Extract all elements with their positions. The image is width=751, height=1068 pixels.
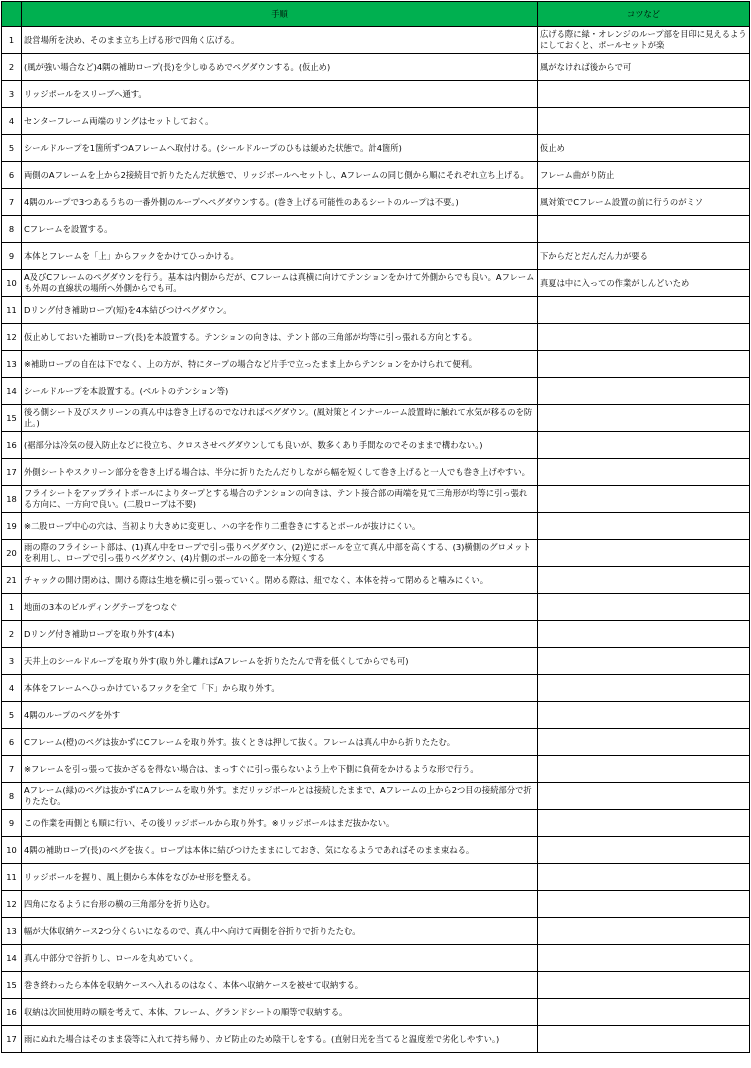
setup-row — [2, 405, 750, 432]
tip-text: 仮止め — [538, 135, 750, 162]
step-number: 6 — [2, 729, 22, 756]
header-no — [2, 2, 22, 27]
step-text: Dリング付き補助ロープを取り外す(4本) — [22, 621, 538, 648]
tip-text: 下からだとだんだん力が要る — [538, 243, 750, 270]
step-text: Cフレーム(橙)のペグは抜かずにCフレームを取り外す。抜くときは押して抜く。フレームは真ん中から折りたたむ。 — [22, 729, 538, 756]
tip-text — [538, 108, 750, 135]
step-number: 18 — [2, 486, 22, 513]
header-row — [2, 2, 750, 27]
step-number: 3 — [2, 648, 22, 675]
teardown-row — [2, 702, 750, 729]
step-number: 12 — [2, 891, 22, 918]
teardown-row — [2, 621, 750, 648]
step-number: 2 — [2, 54, 22, 81]
step-number: 4 — [2, 675, 22, 702]
setup-row — [2, 378, 750, 405]
tip-text — [538, 729, 750, 756]
tip-text — [538, 648, 750, 675]
step-text: 後ろ側シート及びスクリーンの真ん中は巻き上げるのでなければペグダウン。(風対策とインナールーム設置時に触れて水気が移るのを防止。) — [22, 405, 538, 432]
setup-row — [2, 432, 750, 459]
step-text: 巻き終わったら本体を収納ケースへ入れるのはなく、本体へ収納ケースを被せて収納する。 — [22, 972, 538, 999]
tip-text — [538, 378, 750, 405]
tip-text — [538, 567, 750, 594]
step-text: Cフレームを設置する。 — [22, 216, 538, 243]
tip-text — [538, 837, 750, 864]
step-number: 4 — [2, 108, 22, 135]
tip-text — [538, 891, 750, 918]
teardown-row — [2, 783, 750, 810]
setup-row — [2, 27, 750, 54]
tip-text — [538, 81, 750, 108]
setup-row — [2, 567, 750, 594]
step-number: 13 — [2, 351, 22, 378]
step-text: 4隅のループで3つあるうちの一番外側のループへペグダウンする。(巻き上げる可能性のあるシートのループは不要。) — [22, 189, 538, 216]
step-number: 14 — [2, 378, 22, 405]
step-text: ※二股ロープ中心の穴は、当初より大きめに変更し、ハの字を作り二重巻きにするとポールが抜けにくい。 — [22, 513, 538, 540]
step-text: フライシートをアップライトポールによりタープとする場合のテンションの向きは、テント接合部の両端を見て三角形が均等に引っ張れる方向に、一方向で良い。(二股ロープは不要) — [22, 486, 538, 513]
step-number: 5 — [2, 135, 22, 162]
teardown-row — [2, 810, 750, 837]
setup-row — [2, 270, 750, 297]
step-text: 雨の際のフライシート部は、(1)真ん中をロープで引っ張りペグダウン、(2)逆にポールを立て真ん中部を高くする、(3)横側のグロメットを利用し、ロープで引っ張りペグダウン、(4)片側のポールの節を一本分短くする — [22, 540, 538, 567]
step-number: 15 — [2, 972, 22, 999]
tip-text — [538, 540, 750, 567]
step-number: 14 — [2, 945, 22, 972]
tip-text — [538, 513, 750, 540]
tip-text — [538, 783, 750, 810]
step-text: 天井上のシールドループを取り外す(取り外し離ればAフレームを折りたたんで背を低くしてからでも可) — [22, 648, 538, 675]
step-text: (裾部分は冷気の侵入防止などに役立ち、クロスさせペグダウンしても良いが、数多くあり手間なのでそのままで構わない。) — [22, 432, 538, 459]
tip-text — [538, 486, 750, 513]
step-number: 1 — [2, 27, 22, 54]
step-number: 10 — [2, 837, 22, 864]
step-text: Aフレーム(緑)のペグは抜かずにAフレームを取り外す。まだリッジポールとは接続したままで、Aフレームの上から2つ目の接続部分で折りたたむ。 — [22, 783, 538, 810]
tip-text — [538, 702, 750, 729]
teardown-row — [2, 918, 750, 945]
step-number: 16 — [2, 432, 22, 459]
setup-row — [2, 243, 750, 270]
step-text: チャックの開け閉めは、開ける際は生地を横に引っ張っていく。閉める際は、紐でなく、本体を持って閉めると噛みにくい。 — [22, 567, 538, 594]
teardown-row — [2, 675, 750, 702]
tip-text: 広げる際に緑・オレンジのループ部を目印に見えるようにしておくと、ポールセットが楽 — [538, 27, 750, 54]
setup-row — [2, 108, 750, 135]
tip-text — [538, 432, 750, 459]
step-number: 8 — [2, 216, 22, 243]
step-text: Dリング付き補助ロープ(短)を4本結びつけペグダウン。 — [22, 297, 538, 324]
tip-text — [538, 216, 750, 243]
teardown-row — [2, 972, 750, 999]
tip-text — [538, 324, 750, 351]
step-text: 両側のAフレームを上から2接続目で折りたたんだ状態で、リッジポールへセットし、Aフレームの同じ側から順にそれぞれ立ち上げる。 — [22, 162, 538, 189]
step-text: 設営場所を決め、そのまま立ち上げる形で四角く広げる。 — [22, 27, 538, 54]
step-number: 9 — [2, 243, 22, 270]
step-number: 3 — [2, 81, 22, 108]
tip-text — [538, 351, 750, 378]
teardown-row — [2, 594, 750, 621]
step-text: センターフレーム両端のリングはセットしておく。 — [22, 108, 538, 135]
step-text: 本体とフレームを「上」からフックをかけてひっかける。 — [22, 243, 538, 270]
step-text: 真ん中部分で谷折りし、ロールを丸めていく。 — [22, 945, 538, 972]
step-number: 8 — [2, 783, 22, 810]
tip-text — [538, 945, 750, 972]
step-number: 10 — [2, 270, 22, 297]
step-text: 四角になるように台形の横の三角部分を折り込む。 — [22, 891, 538, 918]
tip-text — [538, 1026, 750, 1053]
step-text: A及びCフレームのペグダウンを行う。基本は内側からだが、Cフレームは真横に向けてテンションをかけて外側からでも良い。Aフレームも外周の直線状の場所へ外側からでも可。 — [22, 270, 538, 297]
procedure-table — [1, 1, 750, 1053]
tip-text — [538, 918, 750, 945]
teardown-row — [2, 891, 750, 918]
setup-row — [2, 162, 750, 189]
teardown-row — [2, 945, 750, 972]
tip-text — [538, 594, 750, 621]
step-text: 仮止めしておいた補助ロープ(長)を本設置する。テンションの向きは、テント部の三角部が均等に引っ張れる方向とする。 — [22, 324, 538, 351]
setup-row — [2, 540, 750, 567]
setup-row — [2, 135, 750, 162]
step-number: 20 — [2, 540, 22, 567]
tip-text: 真夏は中に入っての作業がしんどいため — [538, 270, 750, 297]
step-number: 11 — [2, 297, 22, 324]
step-text: 外側シートやスクリーン部分を巻き上げる場合は、半分に折りたたんだりしながら幅を短くして巻き上げると一人でも巻き上げやすい。 — [22, 459, 538, 486]
setup-row — [2, 216, 750, 243]
step-number: 6 — [2, 162, 22, 189]
step-number: 7 — [2, 189, 22, 216]
tip-text — [538, 621, 750, 648]
tip-text — [538, 864, 750, 891]
step-text: 雨にぬれた場合はそのまま袋等に入れて持ち帰り、カビ防止のため陰干しをする。(直射日光を当てると温度差で劣化しやすい。) — [22, 1026, 538, 1053]
step-text: ※フレームを引っ張って抜かざるを得ない場合は、まっすぐに引っ張らないよう上や下側に負荷をかけるような形で行う。 — [22, 756, 538, 783]
tip-text — [538, 675, 750, 702]
tip-text — [538, 999, 750, 1026]
step-number: 12 — [2, 324, 22, 351]
step-number: 15 — [2, 405, 22, 432]
step-number: 19 — [2, 513, 22, 540]
teardown-row — [2, 864, 750, 891]
tip-text: 風対策でCフレーム設置の前に行うのがミソ — [538, 189, 750, 216]
teardown-row — [2, 648, 750, 675]
step-text: (風が強い場合など)4隅の補助ロープ(長)を少しゆるめでペグダウンする。(仮止め) — [22, 54, 538, 81]
tip-text — [538, 405, 750, 432]
step-text: 本体をフレームへひっかけているフックを全て「下」から取り外す。 — [22, 675, 538, 702]
teardown-row — [2, 999, 750, 1026]
step-text: リッジポールを握り、風上側から本体をなびかせ形を整える。 — [22, 864, 538, 891]
step-text: 収納は次回使用時の順を考えて、本体、フレーム、グランドシートの順等で収納する。 — [22, 999, 538, 1026]
tip-text — [538, 972, 750, 999]
header-tips: コツなど — [538, 2, 750, 27]
tip-text: 風がなければ後からで可 — [538, 54, 750, 81]
setup-row — [2, 459, 750, 486]
setup-row — [2, 297, 750, 324]
step-number: 21 — [2, 567, 22, 594]
step-number: 11 — [2, 864, 22, 891]
step-text: 幅が大体収納ケース2つ分くらいになるので、真ん中へ向けて両側を谷折りで折りたたむ。 — [22, 918, 538, 945]
step-number: 1 — [2, 594, 22, 621]
step-text: 4隅の補助ロープ(長)のペグを抜く。ロープは本体に結びつけたままにしておき、気になるようであればそのまま束ねる。 — [22, 837, 538, 864]
setup-row — [2, 513, 750, 540]
step-text: シールドループを本設置する。(ベルトのテンション等) — [22, 378, 538, 405]
tip-text: フレーム曲がり防止 — [538, 162, 750, 189]
setup-row — [2, 81, 750, 108]
setup-row — [2, 189, 750, 216]
setup-row — [2, 351, 750, 378]
teardown-row — [2, 837, 750, 864]
tip-text — [538, 459, 750, 486]
tip-text — [538, 756, 750, 783]
setup-row — [2, 324, 750, 351]
teardown-row — [2, 756, 750, 783]
step-number: 16 — [2, 999, 22, 1026]
tip-text — [538, 297, 750, 324]
step-text: リッジポールをスリーブへ通す。 — [22, 81, 538, 108]
step-text: この作業を両側とも順に行い、その後リッジポールから取り外す。※リッジポールはまだ抜かない。 — [22, 810, 538, 837]
step-number: 17 — [2, 459, 22, 486]
step-text: 4隅のループのペグを外す — [22, 702, 538, 729]
teardown-row — [2, 729, 750, 756]
setup-row — [2, 54, 750, 81]
step-number: 2 — [2, 621, 22, 648]
step-text: 地面の3本のビルディングテープをつなぐ — [22, 594, 538, 621]
teardown-row — [2, 1026, 750, 1053]
step-text: シールドループを1箇所ずつAフレームへ取付ける。(シールドループのひもは緩めた状態で。計4箇所) — [22, 135, 538, 162]
step-text: ※補助ロープの自在は下でなく、上の方が、特にタープの場合など片手で立ったまま上からテンションをかけられて便利。 — [22, 351, 538, 378]
step-number: 9 — [2, 810, 22, 837]
tip-text — [538, 810, 750, 837]
setup-row — [2, 486, 750, 513]
step-number: 5 — [2, 702, 22, 729]
step-number: 13 — [2, 918, 22, 945]
step-number: 17 — [2, 1026, 22, 1053]
header-step: 手順 — [22, 2, 538, 27]
step-number: 7 — [2, 756, 22, 783]
